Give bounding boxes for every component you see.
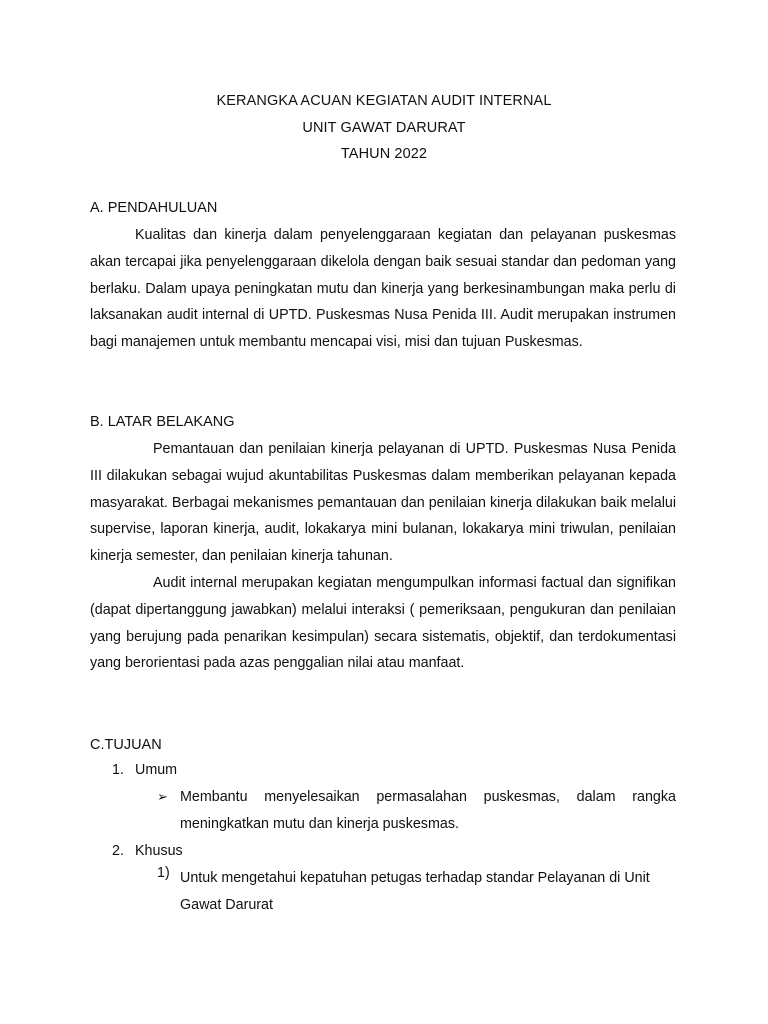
arrow-bullet-icon: ➢ — [157, 789, 168, 804]
section-c-heading: C.TUJUAN — [90, 737, 162, 753]
document-title-line-2: UNIT GAWAT DARURAT — [302, 120, 466, 136]
section-b-paragraph-2: Audit internal merupakan kegiatan mengumpulkan informasi factual dan signifikan (dapat dipertanggung jawabkan) melalui interaksi ( pemeriksaan, pengukuran dan penilaian yang berujung pada penarikan kesimpulan) secara sistematis, objektif, dan terdokumentasi yang berorientasi pada azas penggalian nilai atau manfaat. — [90, 575, 676, 672]
section-a-paragraph: Kualitas dan kinerja dalam penyelenggaraan kegiatan dan pelayanan puskesmas akan tercapai jika penyelenggaraan dikelola dengan baik sesuai standar dan pedoman yang berlaku. Dalam upaya peningkatan mutu dan kinerja yang berkesinambungan maka perlu di laksanakan audit internal di UPTD. Puskesmas Nusa Penida III. Audit merupakan instrumen bagi manajemen untuk membantu mencapai visi, misi dan tujuan Puskesmas. — [90, 227, 676, 351]
list-item-1-bullet-text: Membantu menyelesaikan permasalahan puskesmas, dalam rangka meningkatkan mutu dan kinerja puskesmas. — [180, 789, 676, 832]
section-b-paragraph-1: Pemantauan dan penilaian kinerja pelayanan di UPTD. Puskesmas Nusa Penida III dilakukan sebagai wujud akuntabilitas Puskesmas dalam memberikan pelayanan kepada masyarakat. Berbagai mekanismes pemantauan dan penilaian kinerja dilakukan baik melalui supervise, laporan kinerja, audit, lokakarya mini bulanan, lokakarya mini triwulan, penilaian kinerja semester, dan penilaian kinerja tahunan. — [90, 441, 676, 565]
document-title-line-1: KERANGKA ACUAN KEGIATAN AUDIT INTERNAL — [216, 93, 552, 109]
list-item-2-label: Khusus — [135, 843, 183, 859]
list-item-1-number: 1. — [112, 762, 124, 778]
document-title-line-3: TAHUN 2022 — [340, 146, 428, 162]
sub-item-1-number: 1) — [157, 865, 170, 881]
sub-item-1-text: Untuk mengetahui kepatuhan petugas terhadap standar Pelayanan di Unit Gawat Darurat — [180, 870, 650, 913]
section-a-heading: A. PENDAHULUAN — [90, 200, 218, 216]
section-b-heading: B. LATAR BELAKANG — [90, 414, 235, 430]
list-item-2-number: 2. — [112, 843, 124, 859]
list-item-1-label: Umum — [135, 762, 178, 778]
